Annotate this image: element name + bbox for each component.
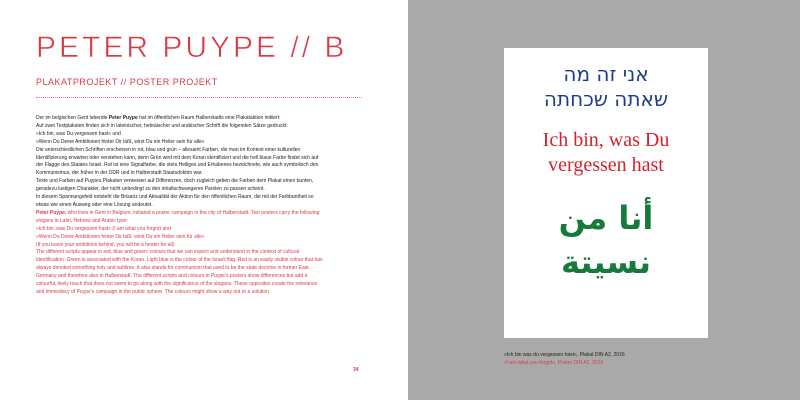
paragraph-en-2: slogans in Latin, Hebrew and Arabic type:: [36, 217, 128, 224]
poster-image: [504, 48, 708, 338]
paragraph-de-7: der Flagge des Staates Israel. Rot ist eine Signalfarbe, die stets Heiliges und Erhabenes bezeichnete, wie auch symbolisch den: [36, 162, 319, 169]
paragraph-de-5: Die unterschiedlichen Schriften erscheinen in rot, blau und grün – allesamt Farben, die man im Kontext einer kulturellen: [36, 146, 301, 153]
paragraph-de-8: Kommunismus, der früher in der DDR und in Halberstadt Staatsdoktrin war.: [36, 170, 203, 177]
poster-hebrew-text: [504, 62, 708, 112]
paragraph-en-8: always denoted something holy and sublime. It also stands for communism that used to be the state doctrine in former East: [36, 265, 309, 272]
paragraph-de-12: etwas wie einen Ausweg oder eine Lösung andeutet.: [36, 201, 153, 208]
page-title: PETER PUYPE // B: [36, 31, 348, 64]
paragraph-en-11: and immediacy of Puype's campaign in the public sphere. The colours might show a way out or a solution.: [36, 288, 271, 295]
paragraph-en-7: identification. Green is associated with the Koran. Light blue is the colour of the Israeli flag. Red is an easily visible colour that has: [36, 257, 323, 264]
hebrew-line-1: אני זה מה: [563, 62, 649, 86]
paragraph-de-1: [36, 115, 366, 123]
paragraph-de-10: geradezu lustigen Charakter, der nicht unbedingt zu den inhaltschwangeren Parolen zu passen scheint.: [36, 186, 265, 193]
text-span: hat im öffentlichen Raum Halberstadts eine Plakataktion initiiert:: [137, 115, 281, 121]
artist-name-en: Peter Puype,: [36, 209, 67, 216]
right-page: [408, 0, 800, 400]
paragraph-de-11: In diesem Spannungsfeld entsteht die Brisanz und Aktualität der Aktion für den öffentlichen Raum, die mit der Farbbuntheit so: [36, 194, 314, 201]
paragraph-de-9: Texte und Farben auf Puypes Plakaten verweisen auf Differenzen, doch zugleich geben die Farben dem Plakat einen bunten,: [36, 178, 314, 185]
body-text: [36, 115, 366, 297]
poster-arabic-text: [504, 196, 708, 284]
paragraph-en-9: Germany and therefore also in Halberstadt. The different scripts and colours in Puype's posters show differences but add a: [36, 273, 308, 280]
arabic-line-2: نسيتة: [560, 243, 652, 281]
hebrew-line-2: שאתה שכחתה: [543, 87, 669, 111]
paragraph-de-6: Identifizierung erwarten oder verstehen kann, denn Grün wird mit dem Koran identifiziert und die hell blaue Farbe findet sich auf: [36, 154, 319, 161]
paragraph-en-3: »Ich bin, was Du vergessen hast« (I am what you forgot) and: [36, 225, 171, 232]
page-number: 34: [353, 367, 359, 373]
paragraph-de-3: »Ich bin, was Du vergessen hast« und: [36, 130, 121, 137]
text-span: Der im belgischen Gent lebende: [36, 115, 109, 121]
caption-english: »I am what you forgot«, Poster DIN A2, 2016: [504, 360, 604, 366]
page-subtitle: PLAKATPROJEKT // POSTER PROJEKT: [36, 77, 218, 87]
text-span: who lives in Gent in Belgium, initiated a poster campaign in the city of Halberstadt. Two posters carry the following: [66, 209, 320, 216]
german-line-2: vergessen hast: [548, 154, 664, 176]
german-line-1: Ich bin, was Du: [542, 129, 670, 151]
paragraph-en-1: [36, 210, 366, 218]
paragraph-en-6: The different scripts appear in red, blue and green: colours that we can expect and understand in the context of cultural: [36, 249, 300, 256]
paragraph-en-10: colourful, lively touch that does not seem to go along with the significance of the slogans. These opposites create the relevance: [36, 281, 318, 288]
paragraph-en-5: (If you leave your ambitions behind, you will be a healer for all): [36, 241, 175, 248]
arabic-line-1: أنا من: [558, 199, 654, 237]
poster-german-text: [504, 128, 708, 178]
paragraph-de-4: »Wenn Du Deine Ambitionen hinter Dir läßt, wirst Du ein Heiler sein für alle«: [36, 138, 205, 145]
paragraph-de-2: Auf zwei Textplakaten finden sich in lateinischer, hebräischer und arabischer Schrift die folgenden Sätze gedruckt:: [36, 122, 288, 129]
artist-name: Peter Puype: [108, 115, 138, 121]
paragraph-en-4: »Wenn Du Deine Ambitionen hinter Dir läßt, wirst Du ein Heiler sein für alle«: [36, 233, 205, 240]
dotted-divider: [36, 97, 362, 98]
caption-german: »Ich bin was du vergessen hast«, Plakat DIN A2, 2016: [504, 352, 625, 358]
figure-caption: [504, 351, 625, 367]
